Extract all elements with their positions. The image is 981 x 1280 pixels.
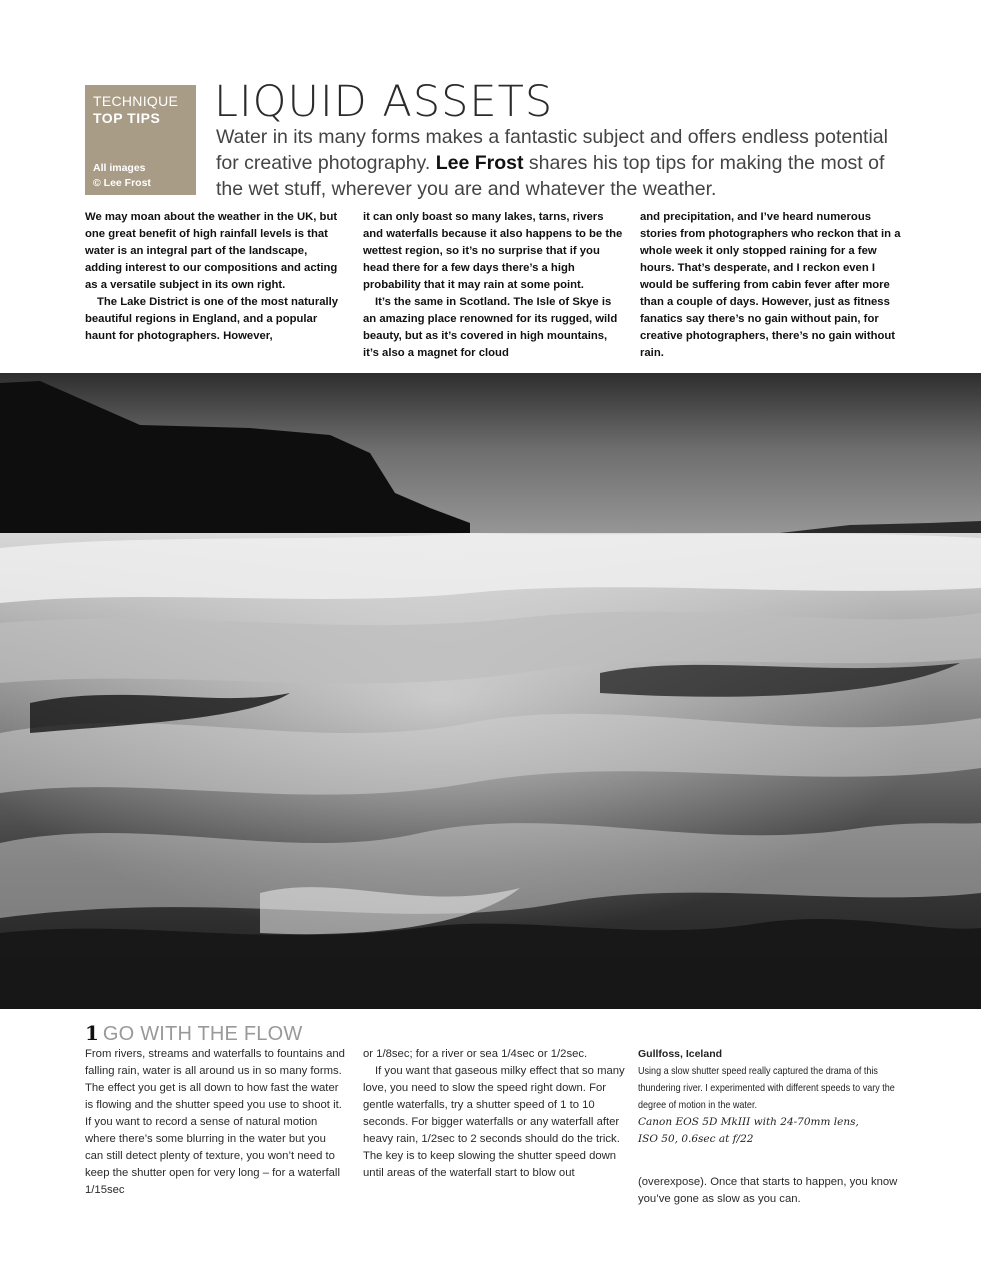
intro-paragraph: it can only boast so many lakes, tarns, rivers and waterfalls because it also happens to be the wettest region, so it’s no surprise that if you head there for a few days there’s a high probability that it may rain at some point.	[363, 211, 623, 291]
standfirst	[216, 124, 906, 202]
tip-paragraph: or 1/8sec; for a river or sea 1/4sec or 1/2sec.	[363, 1048, 588, 1060]
photo-caption	[638, 1046, 918, 1148]
image-credit	[93, 161, 151, 191]
intro-column-3	[640, 209, 902, 362]
intro-column-1	[85, 209, 343, 345]
waterfall-photo	[0, 373, 981, 1009]
intro-paragraph: The Lake District is one of the most naturally beautiful regions in England, and a popular haunt for photographers. However,	[85, 296, 339, 342]
badge-section: TOP TIPS	[93, 110, 161, 126]
standfirst-lead: Water in its many forms makes a fantastic subject and offers endless potential for creative photography.	[216, 126, 888, 174]
tip-column-3	[638, 1163, 918, 1220]
tip-paragraph: From rivers, streams and waterfalls to fountains and falling rain, water is all around us in so many forms. The effect you get is all down to how fast the water is flowing and the shutter speed you use to shoot it. If you want to record a sense of natural motion where there’s some blurring in the water but you can still detect plenty of texture, you won’t need to keep the shutter open for very long – for a waterfall 1/15sec	[85, 1048, 345, 1196]
credit-line-1: All images	[93, 162, 146, 174]
intro-paragraph: It’s the same in Scotland. The Isle of Skye is an amazing place renowned for its rugged, wild beauty, but as it’s covered in high mountains, it’s also a magnet for cloud	[363, 296, 618, 359]
camera-settings-line-1: Canon EOS 5D MkIII with 24-70mm lens,	[638, 1116, 859, 1128]
credit-line-2: © Lee Frost	[93, 177, 151, 189]
standfirst-tail: shares his top tips for making the most of the wet stuff, wherever you are and whatever the weather.	[216, 152, 885, 200]
caption-body: Using a slow shutter speed really captured the drama of this thundering river. I experimented with different speeds to vary the degree of motion in the water.	[638, 1065, 895, 1111]
tip-column-1	[85, 1046, 347, 1199]
tip-paragraph: If you want that gaseous milky effect that so many love, you need to slow the speed right down. For gentle waterfalls, try a shutter speed of 1 to 10 seconds. For bigger waterfalls or any waterfall after heavy rain, 1/2sec to 2 seconds should do the trick. The key is to keep slowing the shutter speed down until areas of the waterfall start to blow out	[363, 1065, 625, 1179]
section-badge	[85, 85, 196, 195]
tip-column-2	[363, 1046, 625, 1182]
tip-number: 1	[85, 1021, 99, 1045]
intro-paragraph: and precipitation, and I’ve heard numerous stories from photographers who reckon that in a whole week it only stopped raining for a few hours. That’s desperate, and I reckon even I would be suffering from cabin fever after more than a couple of days. However, just as fitness fanatics say there’s no gain without pain, for creative photographers, there’s no gain without rain.	[640, 211, 901, 359]
badge-kicker: TECHNIQUE	[93, 93, 179, 109]
tip-title: GO WITH THE FLOW	[102, 1023, 303, 1045]
intro-paragraph: We may moan about the weather in the UK, but one great benefit of high rainfall levels is that water is an integral part of the landscape, adding interest to our compositions and acting as a versatile subject in its own right.	[85, 211, 338, 291]
article-headline: LIQUID ASSETS	[214, 77, 554, 127]
intro-column-2	[363, 209, 625, 362]
tip-heading	[85, 1020, 302, 1047]
waterfall-image	[0, 373, 981, 1009]
tip-paragraph: (overexpose). Once that starts to happen, you know you’ve gone as slow as you can.	[638, 1176, 898, 1206]
caption-title: Gullfoss, Iceland	[638, 1048, 723, 1060]
author-name: Lee Frost	[435, 152, 524, 174]
camera-settings-line-2: ISO 50, 0.6sec at f/22	[638, 1133, 754, 1145]
